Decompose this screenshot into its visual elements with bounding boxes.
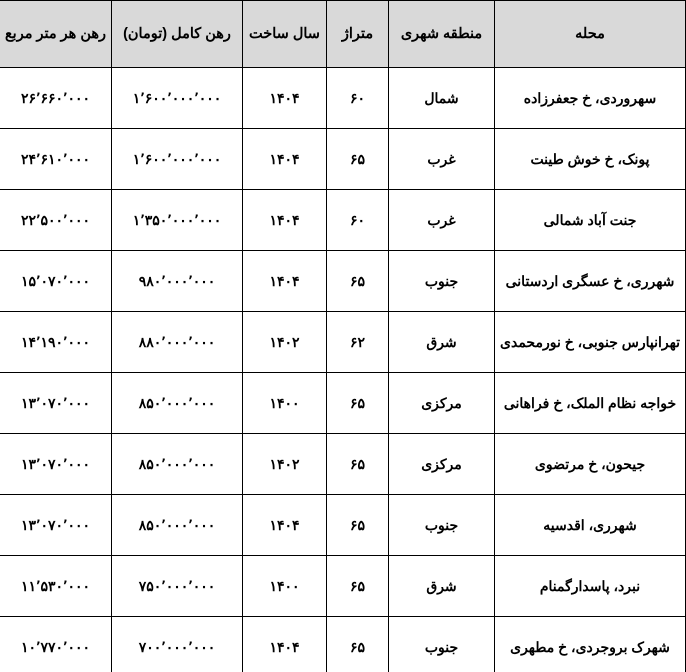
cell-neighborhood: شهرری، خ عسگری اردستانی	[495, 251, 686, 312]
cell-neighborhood: خواجه نظام الملک، خ فراهانی	[495, 373, 686, 434]
cell-district: مرکزی	[389, 373, 495, 434]
cell-full-rent: ۱٬۶۰۰٬۰۰۰٬۰۰۰	[112, 68, 243, 129]
cell-full-rent: ۹۸۰٬۰۰۰٬۰۰۰	[112, 251, 243, 312]
cell-build-year: ۱۴۰۴	[243, 129, 327, 190]
cell-build-year: ۱۴۰۴	[243, 617, 327, 672]
cell-full-rent: ۸۵۰٬۰۰۰٬۰۰۰	[112, 373, 243, 434]
cell-build-year: ۱۴۰۴	[243, 251, 327, 312]
cell-rent-per-meter: ۲۴٬۶۱۰٬۰۰۰	[0, 129, 112, 190]
table-row	[0, 495, 686, 556]
cell-neighborhood: جنت آباد شمالی	[495, 190, 686, 251]
cell-area: ۶۵	[327, 556, 389, 617]
cell-neighborhood: پونک، خ خوش طینت	[495, 129, 686, 190]
cell-full-rent: ۱٬۳۵۰٬۰۰۰٬۰۰۰	[112, 190, 243, 251]
cell-full-rent: ۱٬۶۰۰٬۰۰۰٬۰۰۰	[112, 129, 243, 190]
table-header	[0, 1, 686, 68]
cell-area: ۶۵	[327, 617, 389, 672]
cell-district: غرب	[389, 129, 495, 190]
cell-district: جنوب	[389, 617, 495, 672]
cell-district: مرکزی	[389, 434, 495, 495]
cell-build-year: ۱۴۰۲	[243, 434, 327, 495]
cell-area: ۶۵	[327, 129, 389, 190]
cell-build-year: ۱۴۰۰	[243, 556, 327, 617]
cell-district: شرق	[389, 312, 495, 373]
cell-district: جنوب	[389, 251, 495, 312]
table-row	[0, 617, 686, 672]
cell-full-rent: ۸۵۰٬۰۰۰٬۰۰۰	[112, 495, 243, 556]
cell-area: ۶۵	[327, 373, 389, 434]
cell-neighborhood: سهروردی، خ جعفرزاده	[495, 68, 686, 129]
cell-area: ۶۰	[327, 68, 389, 129]
column-header-build-year: سال ساخت	[243, 1, 327, 68]
cell-district: غرب	[389, 190, 495, 251]
cell-build-year: ۱۴۰۴	[243, 190, 327, 251]
cell-rent-per-meter: ۱۳٬۰۷۰٬۰۰۰	[0, 373, 112, 434]
cell-neighborhood: تهرانپارس جنوبی، خ نورمحمدی	[495, 312, 686, 373]
cell-full-rent: ۷۵۰٬۰۰۰٬۰۰۰	[112, 556, 243, 617]
cell-district: شرق	[389, 556, 495, 617]
table-row	[0, 251, 686, 312]
cell-build-year: ۱۴۰۰	[243, 373, 327, 434]
cell-area: ۶۲	[327, 312, 389, 373]
cell-neighborhood: شهرک بروجردی، خ مطهری	[495, 617, 686, 672]
cell-district: شمال	[389, 68, 495, 129]
table-row	[0, 129, 686, 190]
table-row	[0, 190, 686, 251]
cell-rent-per-meter: ۱۱٬۵۳۰٬۰۰۰	[0, 556, 112, 617]
cell-build-year: ۱۴۰۴	[243, 68, 327, 129]
cell-rent-per-meter: ۱۳٬۰۷۰٬۰۰۰	[0, 495, 112, 556]
table-body	[0, 68, 686, 672]
cell-rent-per-meter: ۲۲٬۵۰۰٬۰۰۰	[0, 190, 112, 251]
cell-rent-per-meter: ۱۴٬۱۹۰٬۰۰۰	[0, 312, 112, 373]
cell-district: جنوب	[389, 495, 495, 556]
cell-area: ۶۵	[327, 251, 389, 312]
cell-rent-per-meter: ۲۶٬۶۶۰٬۰۰۰	[0, 68, 112, 129]
cell-area: ۶۰	[327, 190, 389, 251]
column-header-area: متراژ	[327, 1, 389, 68]
cell-rent-per-meter: ۱۳٬۰۷۰٬۰۰۰	[0, 434, 112, 495]
cell-full-rent: ۷۰۰٬۰۰۰٬۰۰۰	[112, 617, 243, 672]
cell-neighborhood: شهرری، اقدسیه	[495, 495, 686, 556]
cell-build-year: ۱۴۰۴	[243, 495, 327, 556]
table-header-row	[0, 1, 686, 68]
cell-rent-per-meter: ۱۰٬۷۷۰٬۰۰۰	[0, 617, 112, 672]
cell-neighborhood: نبرد، پاسدارگمنام	[495, 556, 686, 617]
column-header-rent-per-meter: رهن هر متر مربع	[0, 1, 112, 68]
cell-area: ۶۵	[327, 495, 389, 556]
table-row	[0, 556, 686, 617]
table-row	[0, 312, 686, 373]
cell-build-year: ۱۴۰۲	[243, 312, 327, 373]
cell-area: ۶۵	[327, 434, 389, 495]
column-header-neighborhood: محله	[495, 1, 686, 68]
column-header-district: منطقه شهری	[389, 1, 495, 68]
table-row	[0, 373, 686, 434]
cell-full-rent: ۸۸۰٬۰۰۰٬۰۰۰	[112, 312, 243, 373]
cell-neighborhood: جیحون، خ مرتضوی	[495, 434, 686, 495]
column-header-full-rent: رهن کامل (تومان)	[112, 1, 243, 68]
cell-rent-per-meter: ۱۵٬۰۷۰٬۰۰۰	[0, 251, 112, 312]
table-row	[0, 68, 686, 129]
cell-full-rent: ۸۵۰٬۰۰۰٬۰۰۰	[112, 434, 243, 495]
table-row	[0, 434, 686, 495]
